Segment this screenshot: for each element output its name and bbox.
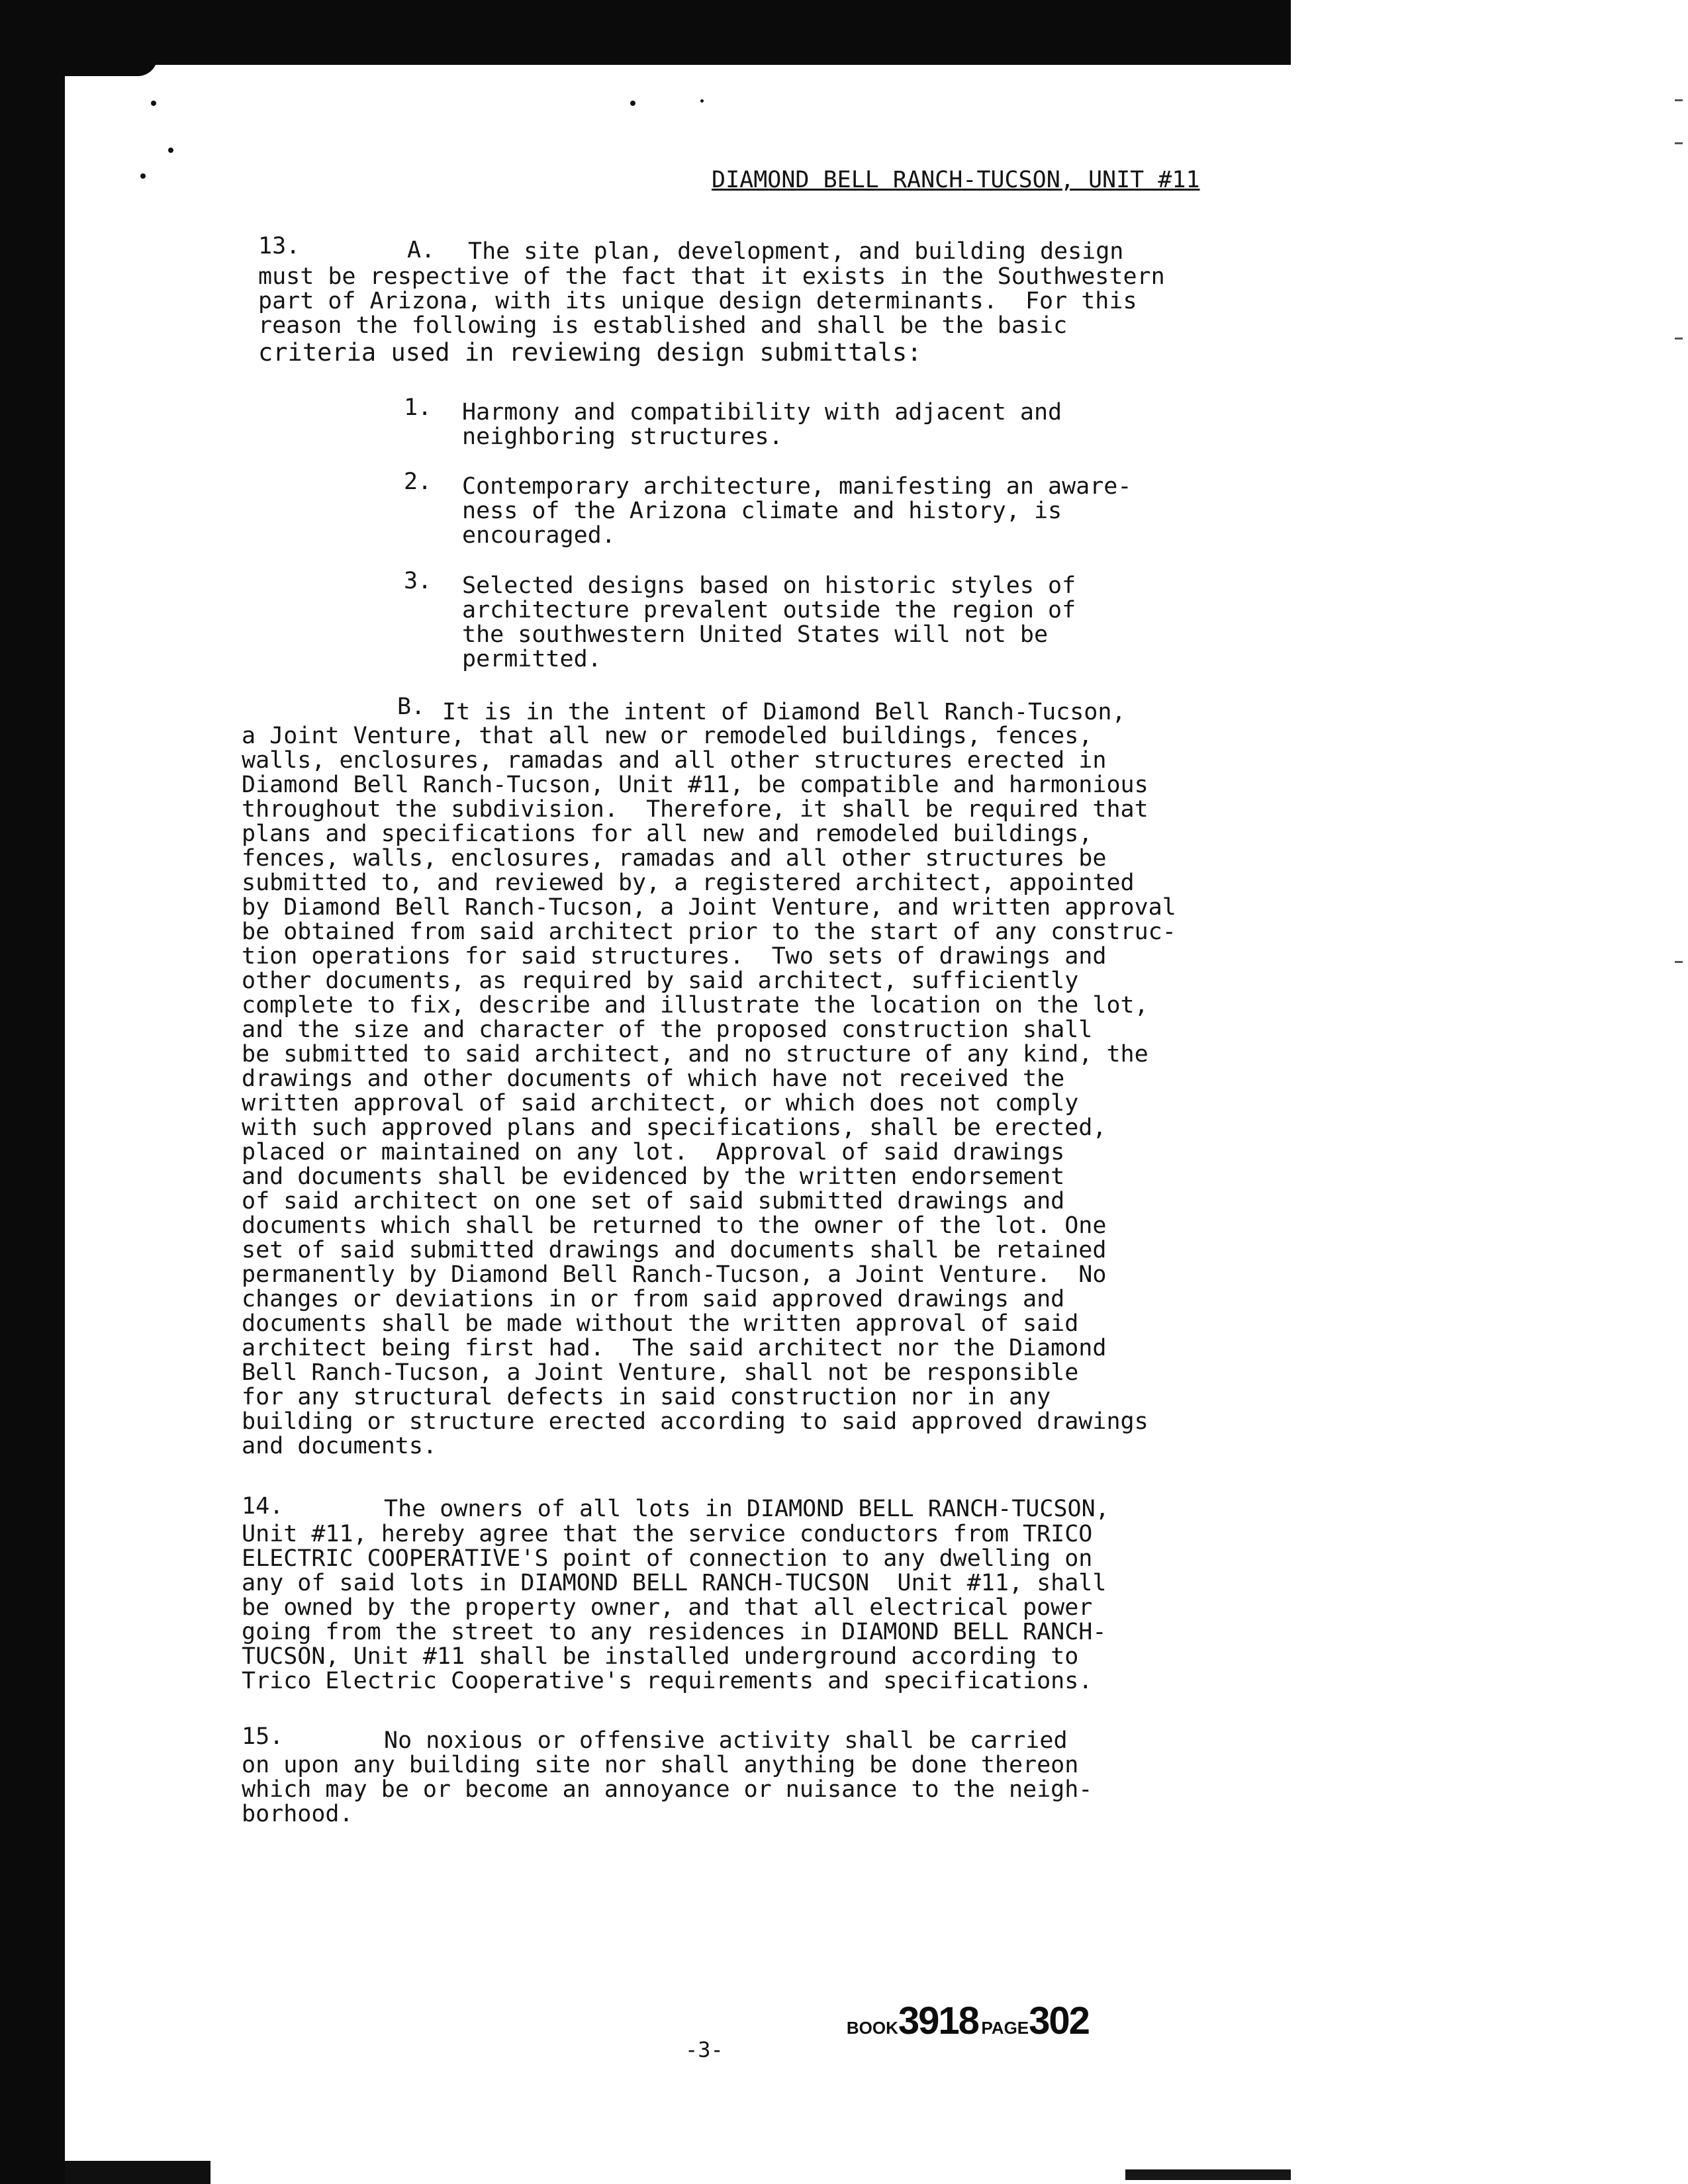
book-page-stamp [841,1987,1089,2043]
section-13b-label: B. [397,694,426,720]
section-13b-line: Bell Ranch-Tucson, a Joint Venture, shall not be responsible [242,1359,1079,1386]
scan-margin-tick [1675,142,1683,144]
item-3-line: Selected designs based on historic styles of [462,572,1076,599]
scan-speck [168,148,173,153]
section-14-line: going from the street to any residences in DIAMOND BELL RANCH- [242,1619,1107,1645]
section-14-line: The owners of all lots in DIAMOND BELL RANCH-TUCSON, [384,1496,1109,1522]
scan-speck [700,99,704,103]
scan-bottom-left-mark [65,2161,211,2184]
section-13b-line: submitted to, and reviewed by, a registered architect, appointed [242,870,1135,896]
item-2-number: 2. [404,469,432,495]
section-13b-line: Diamond Bell Ranch-Tucson, Unit #11, be compatible and harmonious [242,772,1149,798]
section-15-line: on upon any building site nor shall anything be done thereon [242,1752,1079,1778]
scan-speck [630,101,635,106]
section-15-line: borhood. [242,1801,353,1827]
section-15-line: which may be or become an annoyance or nuisance to the neigh- [242,1776,1093,1803]
section-13b-line: It is in the intent of Diamond Bell Ranch-Tucson, [442,699,1126,725]
page-number-stamp: 302 [1029,1999,1089,2042]
item-2-line: ness of the Arizona climate and history, is [462,498,1062,524]
item-3-line: the southwestern United States will not be [462,621,1049,648]
section-15-line: No noxious or offensive activity shall be carried [384,1727,1068,1754]
scan-speck [140,173,146,179]
section-13b-line: walls, enclosures, ramadas and all other structures erected in [242,747,1107,774]
section-13b-line: by Diamond Bell Ranch-Tucson, a Joint Venture, and written approval [242,894,1176,921]
section-13b-line: and the size and character of the proposed construction shall [242,1017,1093,1043]
section-13b-line: for any structural defects in said construction nor in any [242,1384,1051,1410]
section-13b-line: complete to fix, describe and illustrate the location on the lot, [242,992,1149,1019]
section-14-line: TUCSON, Unit #11 shall be installed underground according to [242,1643,1079,1670]
section-14-line: ELECTRIC COOPERATIVE'S point of connection to any dwelling on [242,1545,1093,1572]
document-header: DIAMOND BELL RANCH-TUCSON, UNIT #11 [712,167,1200,193]
item-1-number: 1. [404,394,432,421]
section-13b-line: throughout the subdivision. Therefore, it shall be required that [242,796,1149,823]
scan-margin-tick [1675,338,1683,340]
section-13b-line: be obtained from said architect prior to the start of any construc- [242,919,1176,945]
section-14-line: any of said lots in DIAMOND BELL RANCH-TUCSON Unit #11, shall [242,1570,1107,1596]
item-2-line: Contemporary architecture, manifesting an aware- [462,473,1132,500]
section-13b-line: permanently by Diamond Bell Ranch-Tucson, a Joint Venture. No [242,1261,1107,1288]
scan-margin-tick [1675,961,1683,963]
section-13b-line: plans and specifications for all new and remodeled buildings, [242,821,1093,847]
section-13a-line: part of Arizona, with its unique design determinants. For this [258,288,1137,314]
scan-margin-tick [1675,99,1683,101]
section-13b-line: a Joint Venture, that all new or remodeled buildings, fences, [242,723,1093,749]
section-13b-line: written approval of said architect, or which does not comply [242,1090,1079,1116]
section-13b-line: tion operations for said structures. Two sets of drawings and [242,943,1107,970]
section-14-line: Trico Electric Cooperative's requirements and specifications. [242,1668,1093,1694]
book-label: BOOK [846,2018,898,2038]
section-13b-line: set of said submitted drawings and documents shall be retained [242,1237,1107,1263]
scan-speck [151,101,156,106]
section-13b-line: documents shall be made without the written approval of said [242,1310,1079,1337]
section-13b-line: documents which shall be returned to the owner of the lot. One [242,1212,1107,1239]
section-13b-line: other documents, as required by said architect, sufficiently [242,968,1079,994]
scan-top-border [0,0,1291,65]
section-14-number: 14. [242,1493,284,1520]
book-number: 3918 [898,1999,978,2042]
section-13b-line: fences, walls, enclosures, ramadas and all other structures be [242,845,1107,872]
section-13-number: 13. [258,233,301,259]
item-3-line: architecture prevalent outside the region of [462,597,1076,623]
section-13a-line: must be respective of the fact that it exists in the Southwestern [258,263,1165,290]
section-13b-line: building or structure erected according to said approved drawings [242,1408,1149,1435]
section-13b-line: drawings and other documents of which have not received the [242,1066,1065,1092]
section-13b-line: placed or maintained on any lot. Approval of said drawings [242,1139,1065,1165]
section-13a-line: reason the following is established and shall be the basic [258,312,1068,339]
item-1-line: neighboring structures. [462,424,783,450]
item-2-line: encouraged. [462,522,616,549]
item-1-line: Harmony and compatibility with adjacent and [462,399,1062,426]
scan-left-border [0,0,65,2184]
page-label: PAGE [981,2018,1029,2038]
section-13b-line: and documents. [242,1433,438,1459]
section-13b-line: architect being first had. The said architect nor the Diamond [242,1335,1107,1361]
section-13b-line: changes or deviations in or from said approved drawings and [242,1286,1065,1312]
item-3-line: permitted. [462,646,602,672]
section-15-number: 15. [242,1723,284,1750]
section-13b-line: of said architect on one set of said submitted drawings and [242,1188,1065,1214]
section-13b-line: and documents shall be evidenced by the written endorsement [242,1163,1065,1190]
section-13b-line: be submitted to said architect, and no structure of any kind, the [242,1041,1149,1068]
item-3-number: 3. [404,568,432,594]
section-13b-line: with such approved plans and specifications, shall be erected, [242,1115,1107,1141]
section-14-line: be owned by the property owner, and that all electrical power [242,1594,1093,1621]
section-14-line: Unit #11, hereby agree that the service conductors from TRICO [242,1521,1093,1547]
section-13a-label: A. [407,237,436,263]
section-13a-line: The site plan, development, and building design [468,238,1124,265]
scan-top-corner [65,56,158,76]
section-13a-line: criteria used in reviewing design submittals: [258,338,922,367]
scan-bottom-bar [1125,2169,1291,2180]
page-number: -3- [685,2037,724,2062]
